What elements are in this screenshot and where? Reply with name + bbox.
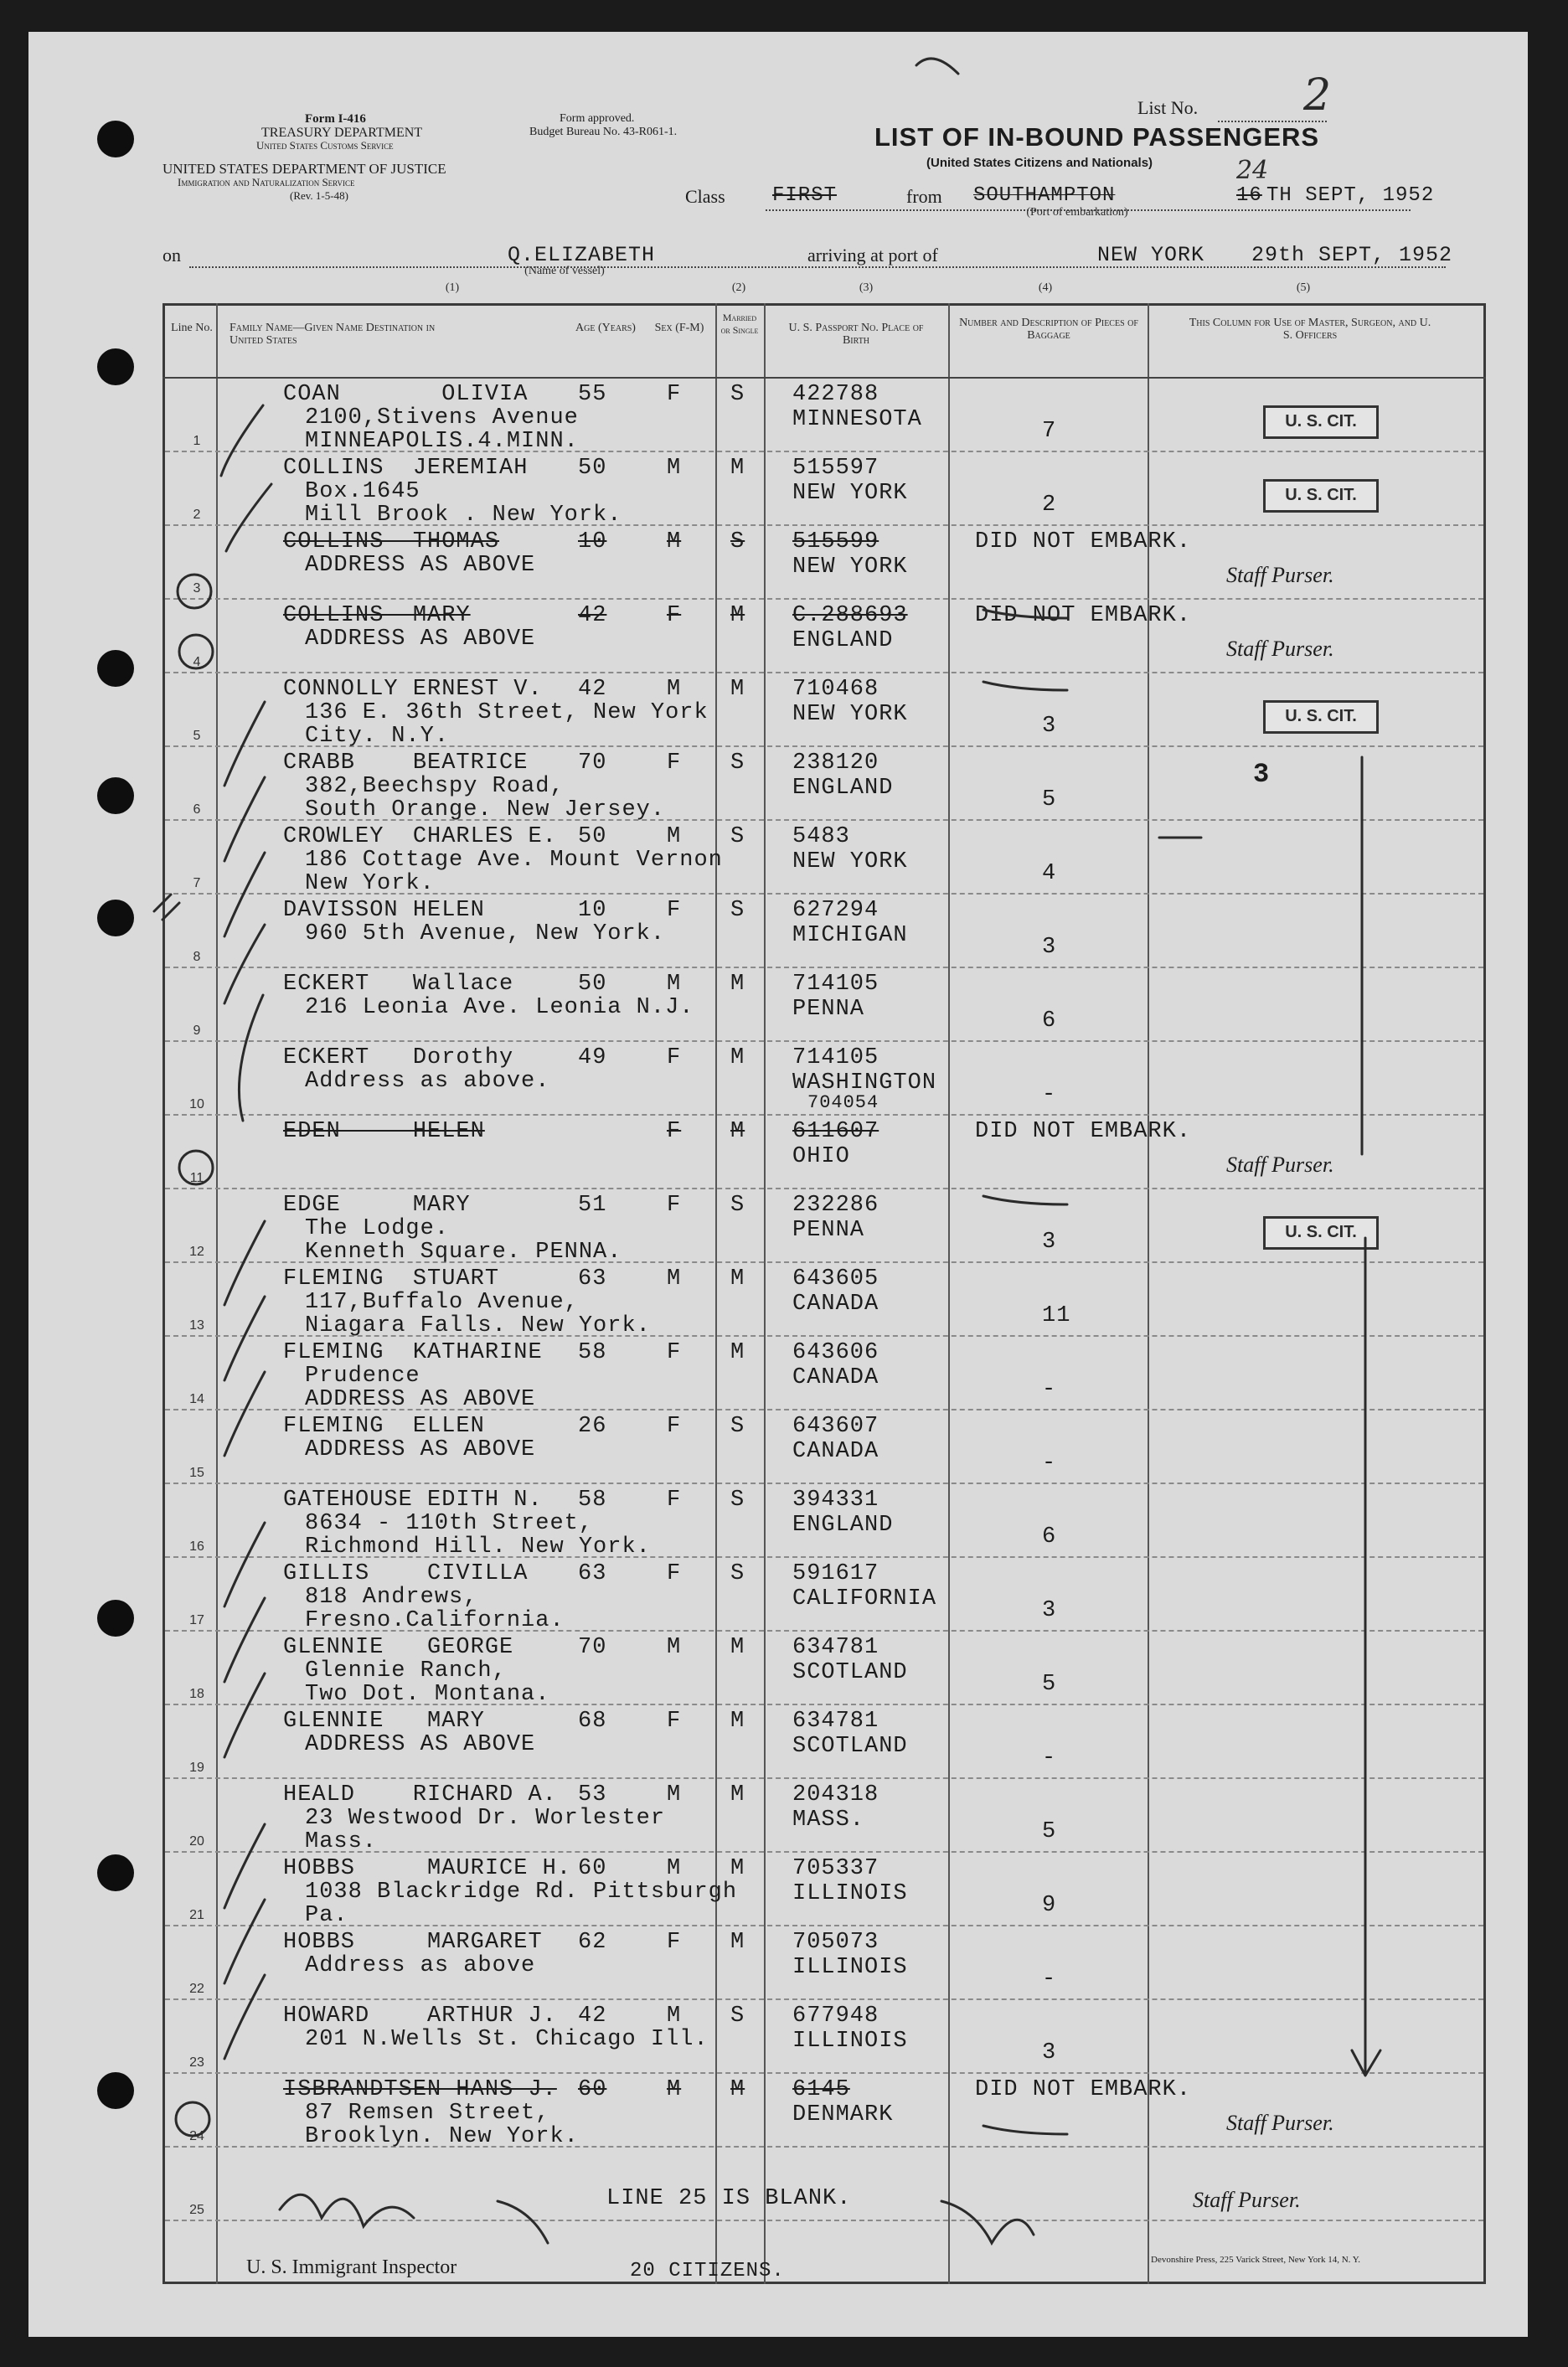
- passenger-sex: F: [667, 1119, 682, 1144]
- passenger-age: 60: [578, 1856, 607, 1881]
- passenger-address: Address as above.: [305, 1069, 550, 1094]
- line-number: 24: [189, 2129, 204, 2143]
- heading-sex: Sex (F-M): [654, 322, 704, 334]
- passenger-sex: M: [667, 1782, 682, 1807]
- place-of-birth: CANADA: [792, 1292, 879, 1317]
- line-number: 5: [193, 729, 201, 743]
- passenger-age: 10: [578, 529, 607, 554]
- passenger-married: S: [730, 1561, 745, 1586]
- line-number: 18: [189, 1687, 204, 1701]
- arriving-label: arriving at port of: [807, 245, 938, 266]
- staff-purser-note: Staff Purser.: [1226, 2111, 1334, 2135]
- passport-number: 705337: [792, 1856, 879, 1881]
- heading-married: Married or Single: [720, 312, 759, 336]
- passenger-address: Richmond Hill. New York.: [305, 1534, 651, 1560]
- passenger-sex: F: [667, 750, 682, 776]
- passenger-name: HOBBS MAURICE H.: [283, 1856, 572, 1881]
- passenger-address: Brooklyn. New York.: [305, 2124, 579, 2149]
- passenger-address: 960 5th Avenue, New York.: [305, 921, 666, 946]
- passenger-married: S: [730, 898, 745, 923]
- passenger-married: S: [730, 1488, 745, 1513]
- line-number: 21: [189, 1908, 204, 1922]
- line-number: 10: [189, 1097, 204, 1111]
- baggage-count: 5: [1042, 1819, 1057, 1844]
- passenger-address: Glennie Ranch,: [305, 1658, 507, 1684]
- passport-number: 232286: [792, 1193, 879, 1218]
- embark-note: DID NOT EMBARK.: [975, 1119, 1192, 1144]
- passenger-age: 50: [578, 824, 607, 849]
- sailing-date: TH SEPT, 1952: [1266, 184, 1435, 207]
- passenger-sex: F: [667, 1561, 682, 1586]
- passenger-address: MINNEAPOLIS.4.MINN.: [305, 429, 579, 454]
- passenger-sex: F: [667, 1193, 682, 1218]
- passenger-name: COLLINS THOMAS: [283, 529, 500, 554]
- passenger-address: New York.: [305, 871, 435, 896]
- place-of-birth: MASS.: [792, 1807, 865, 1833]
- passenger-married: S: [730, 1193, 745, 1218]
- col-number-5: (5): [1296, 281, 1311, 294]
- passenger-married: M: [730, 1930, 745, 1955]
- passenger-address: South Orange. New Jersey.: [305, 797, 666, 823]
- staff-purser-note: Staff Purser.: [1226, 1153, 1334, 1177]
- passenger-sex: F: [667, 1709, 682, 1734]
- vessel-caption: (Name of vessel): [524, 265, 605, 277]
- passenger-name: ECKERT Dorothy: [283, 1045, 514, 1070]
- passenger-address: 8634 - 110th Street,: [305, 1511, 594, 1536]
- passenger-address: ADDRESS AS ABOVE: [305, 1437, 536, 1462]
- passenger-married: S: [730, 1414, 745, 1439]
- passenger-married: M: [730, 972, 745, 997]
- line-number: 8: [193, 950, 201, 964]
- line-number: 23: [189, 2055, 204, 2070]
- passenger-address: Prudence: [305, 1364, 420, 1389]
- place-of-birth: CALIFORNIA: [792, 1586, 937, 1612]
- col-number-1: (1): [445, 281, 460, 294]
- passenger-address: Fresno.California.: [305, 1608, 565, 1633]
- passport-number: 394331: [792, 1488, 879, 1513]
- passenger-address: 201 N.Wells St. Chicago Ill.: [305, 2027, 709, 2052]
- line-number: 20: [189, 1834, 204, 1849]
- heading-officers: This Column for Use of Master, Surgeon, and U. S. Officers: [1189, 317, 1431, 342]
- embark-note: DID NOT EMBARK.: [975, 529, 1192, 554]
- passport-number: 643605: [792, 1266, 879, 1292]
- passenger-address: 2100,Stivens Avenue: [305, 405, 579, 431]
- passenger-married: M: [730, 1045, 745, 1070]
- passenger-name: EDGE MARY: [283, 1193, 471, 1218]
- passenger-married: M: [730, 1782, 745, 1807]
- passport-number: 634781: [792, 1635, 879, 1660]
- baggage-count: 11: [1042, 1303, 1071, 1328]
- passenger-name: EDEN HELEN: [283, 1119, 485, 1144]
- document-subtitle: (United States Citizens and Nationals): [926, 156, 1153, 170]
- passenger-name: FLEMING STUART: [283, 1266, 500, 1292]
- passport-number: 204318: [792, 1782, 879, 1807]
- passenger-age: 49: [578, 1045, 607, 1070]
- passenger-address: 1038 Blackridge Rd. Pittsburgh: [305, 1880, 738, 1905]
- line-number: 11: [189, 1171, 204, 1185]
- line-number: 7: [193, 876, 201, 890]
- passenger-name: FLEMING ELLEN: [283, 1414, 485, 1439]
- passenger-age: 10: [578, 898, 607, 923]
- passenger-address: Kenneth Square. PENNA.: [305, 1240, 622, 1265]
- embarkation-port: SOUTHAMPTON: [973, 184, 1116, 207]
- from-label: from: [906, 186, 942, 207]
- passenger-age: 58: [578, 1340, 607, 1365]
- passenger-sex: F: [667, 1340, 682, 1365]
- place-of-birth: NEW YORK: [792, 554, 908, 580]
- passenger-married: S: [730, 2003, 745, 2029]
- passport-number: 5483: [792, 824, 850, 849]
- place-of-birth: WASHINGTON: [792, 1070, 937, 1096]
- baggage-count: -: [1042, 1746, 1057, 1771]
- passenger-address: 382,Beechspy Road,: [305, 774, 565, 799]
- line-number: 13: [189, 1318, 204, 1333]
- form-approved: Form approved.: [560, 112, 635, 125]
- passenger-married: S: [730, 824, 745, 849]
- passenger-age: 70: [578, 1635, 607, 1660]
- baggage-count: 2: [1042, 492, 1057, 518]
- passenger-name: HOWARD ARTHUR J.: [283, 2003, 557, 2029]
- passenger-age: 68: [578, 1709, 607, 1734]
- heading-line-no: Line No.: [171, 322, 213, 334]
- line-number: 12: [189, 1245, 204, 1259]
- passenger-married: M: [730, 1856, 745, 1881]
- passport-number: 643607: [792, 1414, 879, 1439]
- passenger-sex: F: [667, 1488, 682, 1513]
- passenger-sex: M: [667, 456, 682, 481]
- place-of-birth: ILLINOIS: [792, 1955, 908, 1980]
- baggage-count: -: [1042, 1451, 1057, 1476]
- passenger-sex: M: [667, 824, 682, 849]
- passenger-age: 42: [578, 603, 607, 628]
- baggage-count: -: [1042, 1967, 1057, 1992]
- passenger-address: Mill Brook . New York.: [305, 503, 622, 528]
- passenger-address: 216 Leonia Ave. Leonia N.J.: [305, 995, 694, 1020]
- passenger-name: COAN OLIVIA: [283, 382, 529, 407]
- col-number-2: (2): [731, 281, 746, 294]
- us-citizen-stamp: U. S. CIT.: [1263, 1216, 1379, 1250]
- passport-number: C.288693: [792, 603, 908, 628]
- baggage-count: 5: [1042, 1672, 1057, 1697]
- place-of-birth: ENGLAND: [792, 628, 894, 653]
- arrival-date: 29th SEPT, 1952: [1251, 243, 1453, 267]
- passenger-sex: M: [667, 677, 682, 702]
- baggage-count: -: [1042, 1377, 1057, 1402]
- baggage-count: 4: [1042, 861, 1057, 886]
- place-of-birth: MINNESOTA: [792, 407, 922, 432]
- place-of-birth: ENGLAND: [792, 1513, 894, 1538]
- place-of-birth: NEW YORK: [792, 481, 908, 506]
- passenger-sex: M: [667, 1635, 682, 1660]
- passenger-address: ADDRESS AS ABOVE: [305, 553, 536, 578]
- line-number: 17: [189, 1613, 204, 1627]
- baggage-count: 9: [1042, 1893, 1057, 1918]
- baggage-count: 3: [1042, 714, 1057, 739]
- ins-caption: Immigration and Naturalization Service: [178, 176, 355, 188]
- staff-purser-note: Staff Purser.: [1226, 637, 1334, 661]
- line-number: 3: [193, 581, 201, 596]
- place-of-birth: ILLINOIS: [792, 2029, 908, 2054]
- passenger-sex: M: [667, 1856, 682, 1881]
- staff-purser-signature: Staff Purser.: [1193, 2188, 1301, 2212]
- line-number: 4: [193, 655, 201, 669]
- passenger-married: M: [730, 1635, 745, 1660]
- passenger-name: DAVISSON HELEN: [283, 898, 485, 923]
- circled-mark: [178, 575, 211, 608]
- col-number-3: (3): [859, 281, 874, 294]
- passport-number: 643606: [792, 1340, 879, 1365]
- place-of-birth: ILLINOIS: [792, 1881, 908, 1906]
- passport-number: 591617: [792, 1561, 879, 1586]
- passport-number: 422788: [792, 382, 879, 407]
- revision-date: (Rev. 1-5-48): [290, 189, 348, 202]
- baggage-count: 3: [1042, 1230, 1057, 1255]
- budget-bureau: Budget Bureau No. 43-R061-1.: [529, 126, 678, 138]
- treasury-department: TREASURY DEPARTMENT: [261, 126, 423, 140]
- passport-number: 710468: [792, 677, 879, 702]
- passenger-sex: F: [667, 603, 682, 628]
- passenger-address: Two Dot. Montana.: [305, 1682, 550, 1707]
- staff-purser-note: Staff Purser.: [1226, 563, 1334, 587]
- passenger-age: 70: [578, 750, 607, 776]
- passenger-name: GILLIS CIVILLA: [283, 1561, 529, 1586]
- passenger-address: 818 Andrews,: [305, 1585, 478, 1610]
- passenger-name: HOBBS MARGARET: [283, 1930, 543, 1955]
- passenger-address: 186 Cottage Ave. Mount Vernon: [305, 848, 723, 873]
- customs-service: United States Customs Service: [256, 139, 394, 152]
- passenger-married: S: [730, 750, 745, 776]
- passenger-sex: F: [667, 1930, 682, 1955]
- passenger-address: 23 Westwood Dr. Worlester: [305, 1806, 666, 1831]
- citizens-count: 20 CITIZENS.: [630, 2260, 785, 2282]
- on-label: on: [162, 245, 181, 266]
- passenger-age: 42: [578, 2003, 607, 2029]
- place-of-birth: NEW YORK: [792, 849, 908, 874]
- passenger-address: Mass.: [305, 1829, 378, 1854]
- embark-note: DID NOT EMBARK.: [975, 603, 1192, 628]
- place-of-birth: ENGLAND: [792, 776, 894, 801]
- line-number: 22: [189, 1982, 204, 1996]
- list-no-label: List No.: [1137, 97, 1199, 118]
- passport-number: 6145: [792, 2077, 850, 2102]
- passenger-sex: M: [667, 529, 682, 554]
- passenger-address: Address as above: [305, 1953, 536, 1978]
- passport-number: 714105: [792, 1045, 879, 1070]
- heading-baggage: Number and Description of Pieces of Baggage: [959, 317, 1138, 342]
- line-number: 19: [189, 1761, 204, 1775]
- passenger-age: 60: [578, 2077, 607, 2102]
- line-number: 6: [193, 802, 201, 817]
- line-number: 14: [189, 1392, 204, 1406]
- passenger-married: M: [730, 1709, 745, 1734]
- passenger-address: Pa.: [305, 1903, 348, 1928]
- passport-number: 714105: [792, 972, 879, 997]
- place-of-birth: CANADA: [792, 1365, 879, 1390]
- passenger-sex: F: [667, 1045, 682, 1070]
- col-number-4: (4): [1038, 281, 1053, 294]
- passenger-age: 26: [578, 1414, 607, 1439]
- passport-number: 515597: [792, 456, 879, 481]
- form-number: Form I-416: [305, 112, 366, 126]
- sailing-day-struck: 16: [1236, 184, 1262, 207]
- passport-number: 238120: [792, 750, 879, 776]
- check-mark: [221, 405, 263, 476]
- passenger-age: 42: [578, 677, 607, 702]
- passenger-name: GLENNIE GEORGE: [283, 1635, 514, 1660]
- passenger-married: M: [730, 603, 745, 628]
- place-of-birth: MICHIGAN: [792, 923, 908, 948]
- passenger-age: 58: [578, 1488, 607, 1513]
- place-of-birth: SCOTLAND: [792, 1734, 908, 1759]
- passenger-address: 87 Remsen Street,: [305, 2101, 550, 2126]
- passenger-address: ADDRESS AS ABOVE: [305, 1732, 536, 1757]
- class-label: Class: [685, 186, 725, 207]
- embarkation-caption: (Port of embarkation): [1026, 206, 1128, 219]
- place-of-birth: OHIO: [792, 1144, 850, 1169]
- passenger-address: ADDRESS AS ABOVE: [305, 627, 536, 652]
- passport-number: 634781: [792, 1709, 879, 1734]
- us-citizen-stamp: U. S. CIT.: [1263, 479, 1379, 513]
- passport-number: 677948: [792, 2003, 879, 2029]
- passenger-married: S: [730, 382, 745, 407]
- vessel-name: Q.ELIZABETH: [508, 243, 656, 267]
- passenger-age: 50: [578, 456, 607, 481]
- line-number: 1: [193, 434, 201, 448]
- handwritten-marks: [28, 32, 1528, 2337]
- place-of-birth: CANADA: [792, 1439, 879, 1464]
- officer-note: 3: [1253, 759, 1271, 790]
- passenger-address: 136 E. 36th Street, New York: [305, 700, 709, 725]
- passport-number: 627294: [792, 898, 879, 923]
- heading-name: Family Name—Given Name Destination in United States: [230, 322, 436, 347]
- passenger-address: ADDRESS AS ABOVE: [305, 1387, 536, 1412]
- line-number: 25: [189, 2203, 204, 2217]
- passenger-married: M: [730, 2077, 745, 2102]
- officer-note: 704054: [807, 1092, 879, 1113]
- passenger-married: M: [730, 677, 745, 702]
- baggage-count: 3: [1042, 935, 1057, 960]
- passenger-sex: M: [667, 972, 682, 997]
- passenger-age: 50: [578, 972, 607, 997]
- circled-mark: [176, 2102, 209, 2136]
- passenger-name: HEALD RICHARD A.: [283, 1782, 557, 1807]
- passenger-address: City. N.Y.: [305, 724, 450, 749]
- line-number: 9: [193, 1024, 201, 1038]
- passenger-address: 117,Buffalo Avenue,: [305, 1290, 579, 1315]
- place-of-birth: DENMARK: [792, 2102, 894, 2127]
- check-mark: [226, 484, 271, 551]
- passenger-name: FLEMING KATHARINE: [283, 1340, 543, 1365]
- passenger-name: COLLINS MARY: [283, 603, 471, 628]
- us-citizen-stamp: U. S. CIT.: [1263, 700, 1379, 734]
- passenger-sex: F: [667, 898, 682, 923]
- passenger-sex: M: [667, 2003, 682, 2029]
- passenger-age: 62: [578, 1930, 607, 1955]
- passenger-sex: M: [667, 2077, 682, 2102]
- justice-department: UNITED STATES DEPARTMENT OF JUSTICE: [162, 161, 446, 177]
- baggage-count: 6: [1042, 1008, 1057, 1034]
- passport-number: 515599: [792, 529, 879, 554]
- passenger-address: Niagara Falls. New York.: [305, 1313, 651, 1338]
- passenger-married: M: [730, 1119, 745, 1144]
- baggage-count: 3: [1042, 2040, 1057, 2065]
- place-of-birth: SCOTLAND: [792, 1660, 908, 1685]
- baggage-count: -: [1042, 1082, 1057, 1107]
- passenger-married: M: [730, 1340, 745, 1365]
- passport-number: 611607: [792, 1119, 879, 1144]
- baggage-count: 5: [1042, 787, 1057, 812]
- passenger-sex: F: [667, 382, 682, 407]
- printer-imprint: Devonshire Press, 225 Varick Street, New York 14, N. Y.: [1151, 2255, 1361, 2265]
- passenger-name: CONNOLLY ERNEST V.: [283, 677, 543, 702]
- line-number: 16: [189, 1539, 204, 1554]
- passenger-name: ISBRANDTSEN HANS J.: [283, 2077, 557, 2102]
- inspector-label: U. S. Immigrant Inspector: [246, 2256, 457, 2278]
- passport-number: 705073: [792, 1930, 879, 1955]
- passenger-sex: M: [667, 1266, 682, 1292]
- heading-passport: U. S. Passport No. Place of Birth: [788, 322, 924, 347]
- sailing-day-correction: 24: [1236, 156, 1269, 185]
- class-value: FIRST: [772, 184, 838, 207]
- baggage-count: 6: [1042, 1524, 1057, 1550]
- arrival-port: NEW YORK: [1097, 243, 1205, 267]
- embark-note: DID NOT EMBARK.: [975, 2077, 1192, 2102]
- passenger-age: 63: [578, 1266, 607, 1292]
- passenger-age: 55: [578, 382, 607, 407]
- baggage-count: 3: [1042, 1598, 1057, 1623]
- place-of-birth: PENNA: [792, 997, 865, 1022]
- passenger-name: CRABB BEATRICE: [283, 750, 529, 776]
- passenger-address: Box.1645: [305, 479, 420, 504]
- us-citizen-stamp: U. S. CIT.: [1263, 405, 1379, 439]
- line-25-blank: LINE 25 IS BLANK.: [606, 2186, 852, 2211]
- passenger-age: 53: [578, 1782, 607, 1807]
- passenger-married: M: [730, 1266, 745, 1292]
- circled-mark: [179, 635, 213, 668]
- passenger-sex: F: [667, 1414, 682, 1439]
- passenger-married: S: [730, 529, 745, 554]
- passenger-age: 63: [578, 1561, 607, 1586]
- passenger-married: M: [730, 456, 745, 481]
- passenger-name: GLENNIE MARY: [283, 1709, 485, 1734]
- heading-age: Age (Years): [575, 322, 636, 334]
- document-title: LIST OF IN-BOUND PASSENGERS: [874, 122, 1320, 152]
- passenger-address: The Lodge.: [305, 1216, 450, 1241]
- place-of-birth: PENNA: [792, 1218, 865, 1243]
- passenger-name: CROWLEY CHARLES E.: [283, 824, 557, 849]
- passenger-name: GATEHOUSE EDITH N.: [283, 1488, 543, 1513]
- line-number: 2: [193, 508, 201, 522]
- line-number: 15: [189, 1466, 204, 1480]
- passenger-name: ECKERT Wallace: [283, 972, 514, 997]
- manifest-sheet: [28, 32, 1528, 2337]
- baggage-count: 7: [1042, 419, 1057, 444]
- circled-mark: [179, 1151, 213, 1184]
- passenger-age: 51: [578, 1193, 607, 1218]
- place-of-birth: NEW YORK: [792, 702, 908, 727]
- passenger-name: COLLINS JEREMIAH: [283, 456, 529, 481]
- list-no-value: 2: [1303, 70, 1332, 121]
